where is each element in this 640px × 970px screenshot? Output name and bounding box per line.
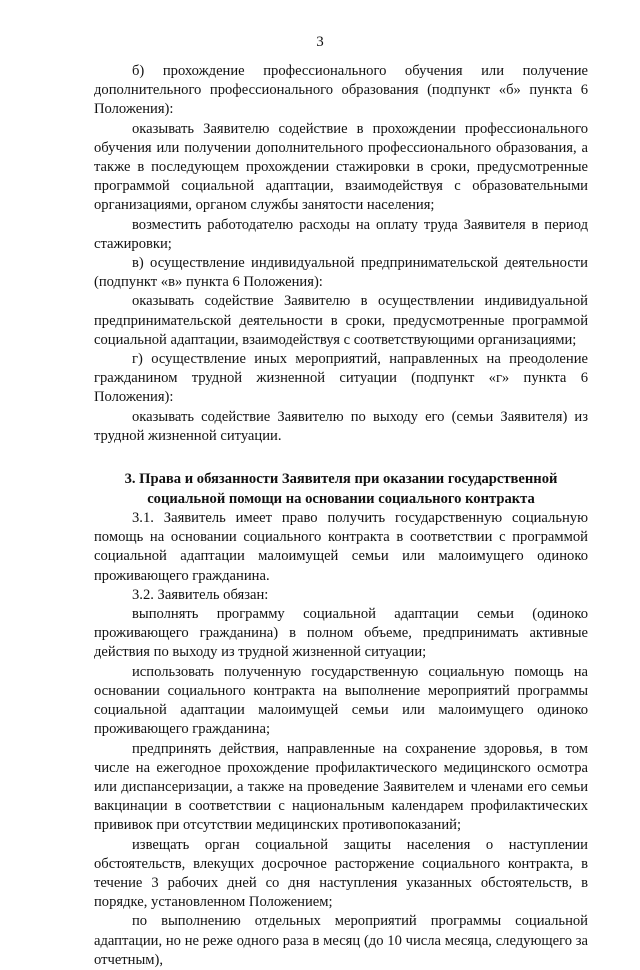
paragraph-entrepreneurship-assistance: оказывать содействие Заявителю в осуществлении индивидуальной предпринимательской деятельности в сроки, предусмотренные программой социальной адаптации, взаимодействуя с соответствующими организациями; (94, 293, 588, 348)
paragraph-use-assistance: использовать полученную государственную социальную помощь на основании социального контракта на выполнение мероприятий программы социальной адаптации малоимущей семьи или малоимущего одиноко проживающего гражданина; (94, 663, 588, 738)
paragraph-hardship-assistance: оказывать содействие Заявителю по выходу его (семьи Заявителя) из трудной жизненной ситуации. (94, 408, 588, 444)
section-heading-line-1: 3. Права и обязанности Заявителя при оказании государственной (124, 471, 558, 488)
paragraph-item-v: в) осуществление индивидуальной предпринимательской деятельности (подпункт «в» пункта 6 Положения): (94, 255, 588, 291)
paragraph-training-assistance: оказывать Заявителю содействие в прохождении профессионального обучения или получении дополнительного профессионального образования, а также в последующем прохождении стажировки в сроки, предусмотренные программой социальной адаптации, взаимодействуя с образовательными организациями, органом службы занятости населения; (94, 120, 588, 214)
paragraph-notify-authority: извещать орган социальной защиты населения о наступлении обстоятельств, влекущих досрочное расторжение социального контракта, в течение 3 рабочих дней со дня наступления указанных обстоятельств, в порядке, установленном Положением; (94, 836, 588, 911)
paragraph-monthly-reporting: по выполнению отдельных мероприятий программы социальной адаптации, но не реже одного раза в месяц (до 10 числа месяца, следующего за отчетным), (94, 913, 588, 968)
paragraph-3-2: 3.2. Заявитель обязан: (132, 586, 269, 603)
paragraph-item-g: г) осуществление иных мероприятий, направленных на преодоление гражданином трудной жизненной ситуации (подпункт «г» пункта 6 Положения): (94, 351, 588, 406)
page-number: 3 (316, 34, 324, 50)
paragraph-3-1: 3.1. Заявитель имеет право получить государственную социальную помощь на основании социального контракта в соответствии с программой социальной адаптации малоимущей семьи или малоимущего одиноко проживающего гражданина. (94, 510, 588, 584)
paragraph-fulfill-program: выполнять программу социальной адаптации семьи (одиноко проживающего гражданина) в полном объеме, предпринимать активные действия по выходу из трудной жизненной ситуации; (94, 606, 588, 661)
section-heading-line-2: социальной помощи на основании социального контракта (147, 490, 535, 507)
paragraph-employer-compensation: возместить работодателю расходы на оплату труда Заявителя в период стажировки; (94, 216, 588, 252)
section-heading (94, 470, 588, 509)
paragraph-health-actions: предпринять действия, направленные на сохранение здоровья, в том числе на ежегодное прохождение профилактического медицинского осмотра или диспансеризации, а также на проведение Заявителем и членами его семьи вакцинации в соответствии с национальным календарем профилактических прививок при отсутствии медицинских противопоказаний; (94, 740, 588, 834)
paragraph-item-b: б) прохождение профессионального обучения или получение дополнительного профессионального образования (подпункт «б» пункта 6 Положения): (94, 63, 588, 118)
document-body (94, 62, 588, 970)
